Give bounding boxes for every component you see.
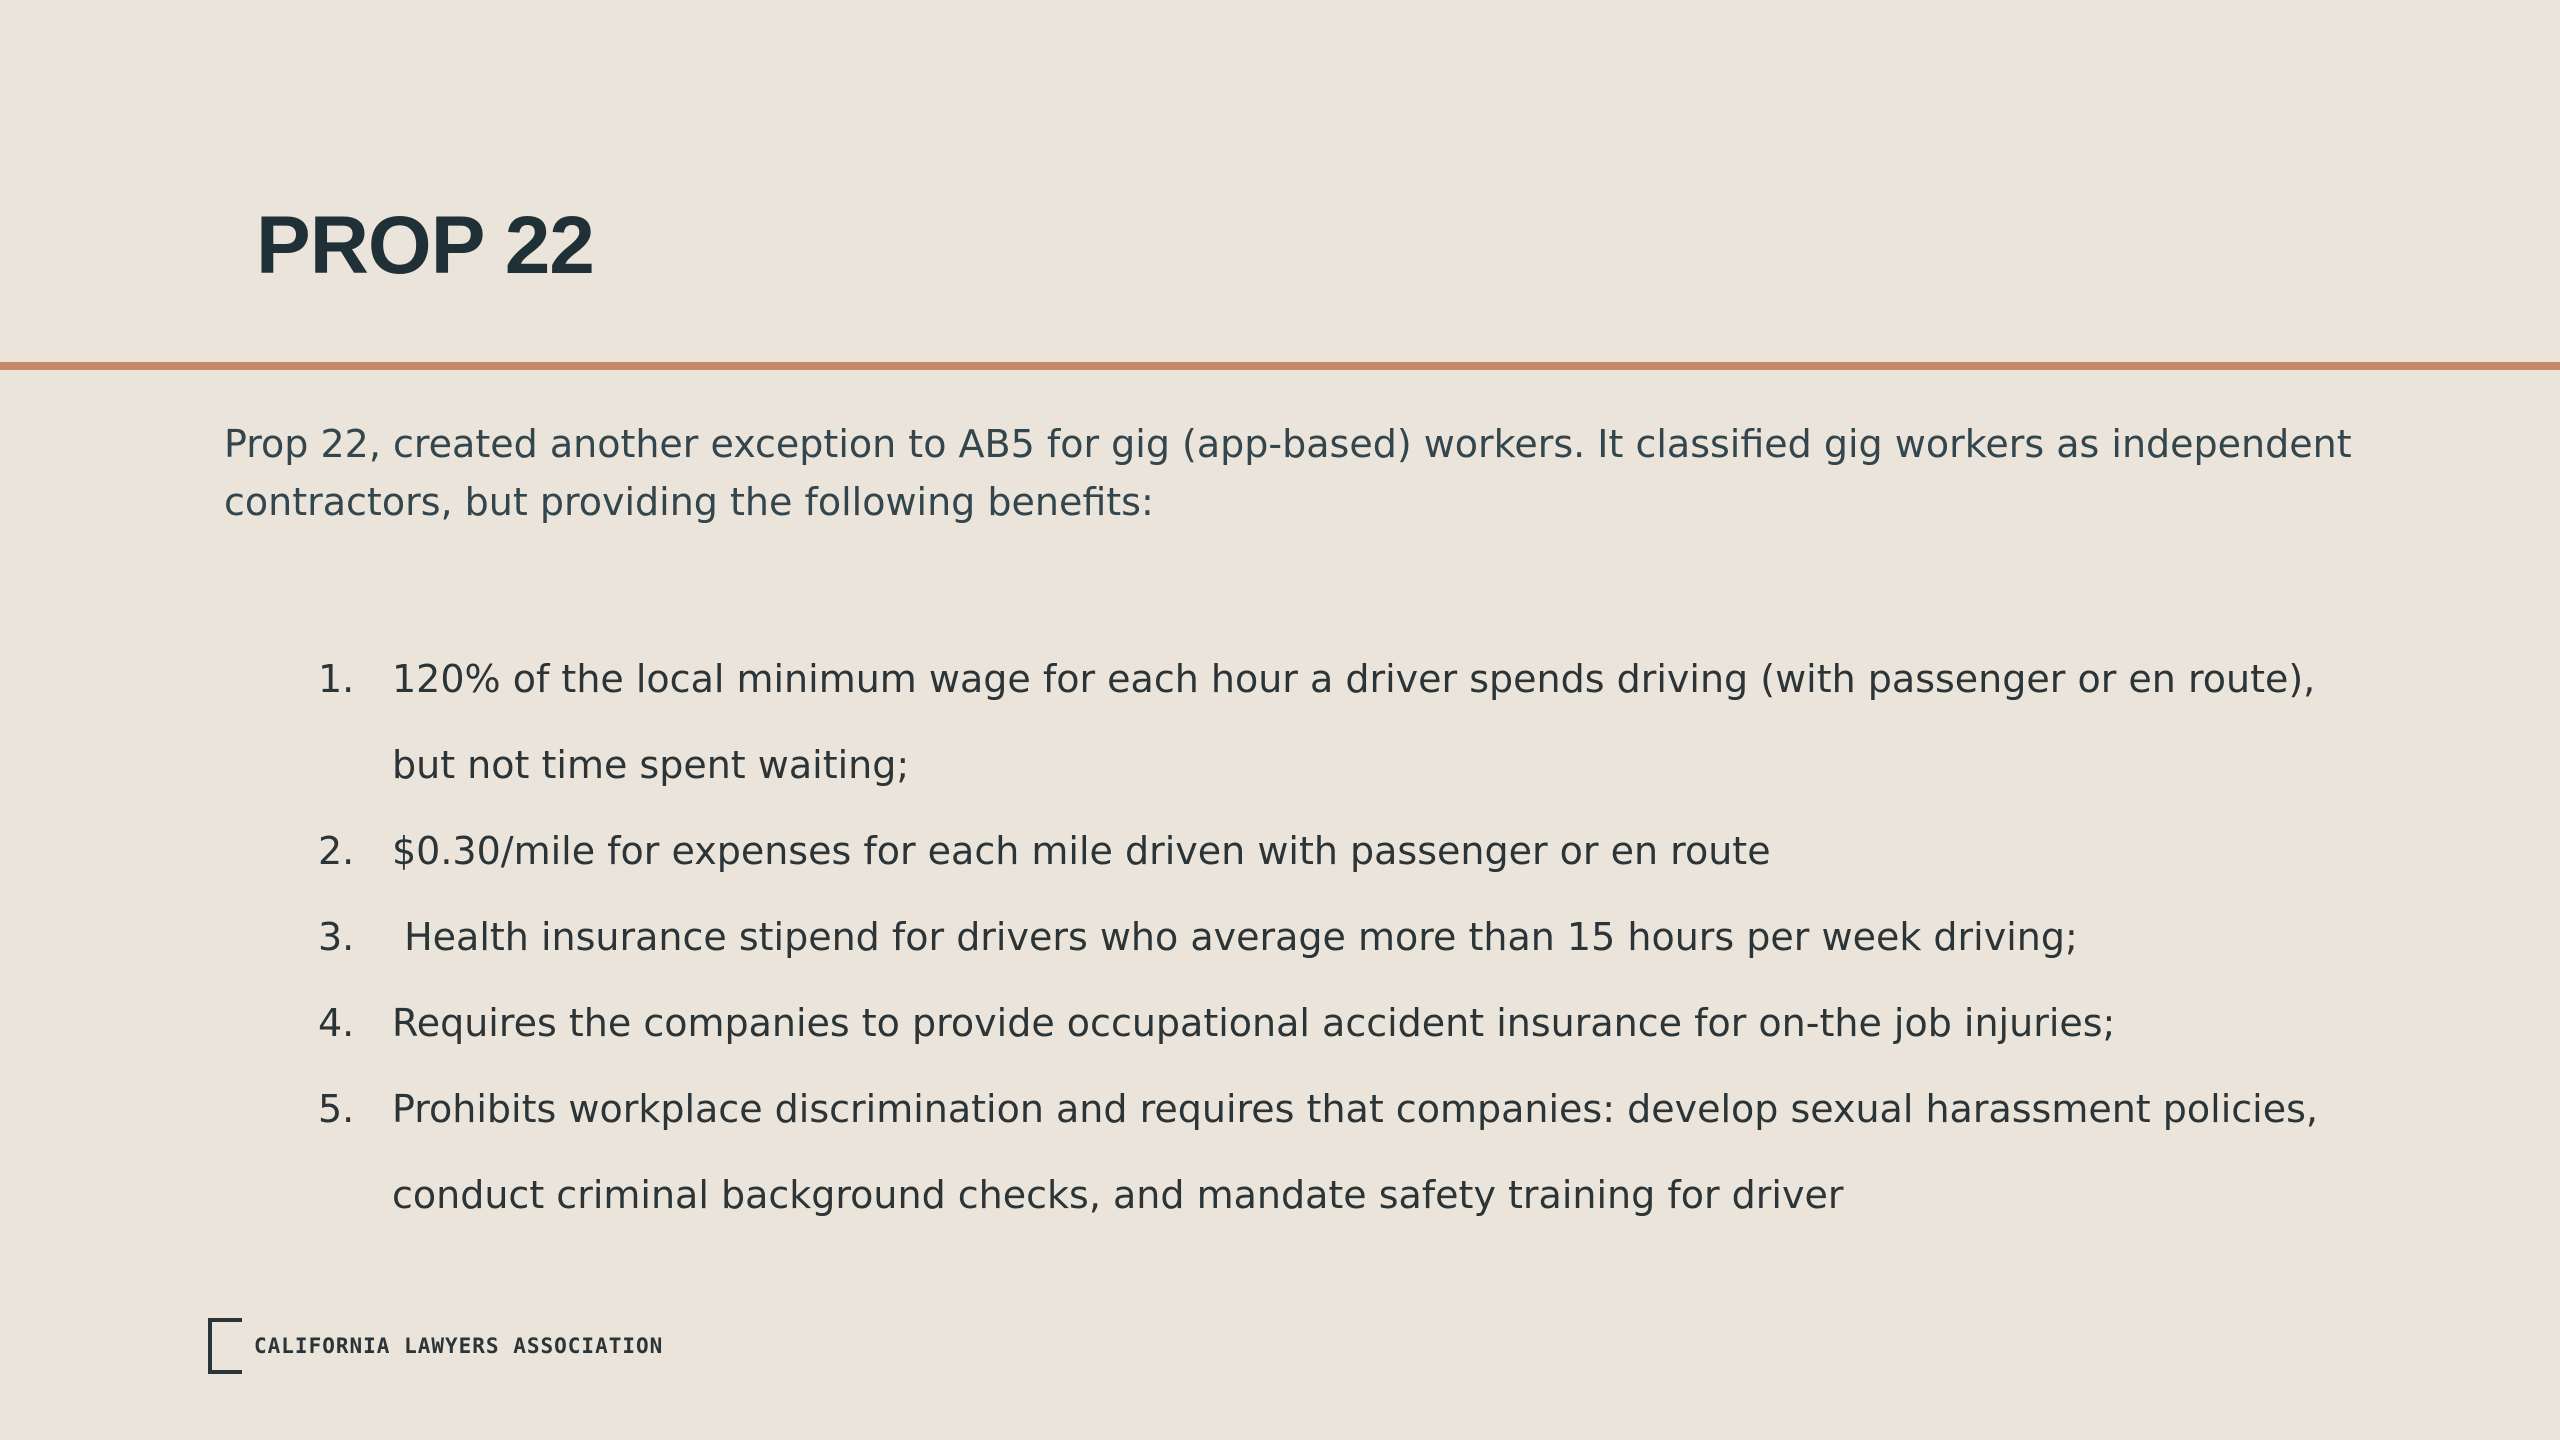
title-divider: [0, 362, 2560, 370]
list-item-text: 120% of the local minimum wage for each hour a driver spends driving (with passenger or en route), but not time spent waiting;: [392, 657, 2328, 787]
list-item-number: 4.: [318, 1001, 355, 1045]
list-item-number: 1.: [318, 657, 355, 701]
intro-paragraph: Prop 22, created another exception to AB5 for gig (app-based) workers. It classified gig workers as independent contractors, but providing the following benefits:: [224, 422, 2352, 524]
slide-title: PROP 22: [256, 200, 594, 291]
list-item-text: $0.30/mile for expenses for each mile driven with passenger or en route: [392, 829, 1771, 873]
list-item: [318, 980, 2318, 1066]
logo-bracket-icon: [208, 1318, 242, 1374]
footer-logo: [208, 1316, 663, 1376]
list-item: [318, 894, 2318, 980]
list-item-text: Prohibits workplace discrimination and requires that companies: develop sexual harassment policies, conduct criminal background checks, and mandate safety training for driver: [392, 1087, 2331, 1217]
list-item-number: 2.: [318, 829, 355, 873]
list-item-number: 3.: [318, 915, 355, 959]
list-item: [318, 1066, 2331, 1238]
list-item-text: Health insurance stipend for drivers who average more than 15 hours per week driving;: [392, 915, 2078, 959]
benefits-list: [318, 636, 2331, 1238]
list-item: [318, 636, 2328, 808]
logo-text: CALIFORNIA LAWYERS ASSOCIATION: [254, 1334, 664, 1358]
list-item-text: Requires the companies to provide occupational accident insurance for on-the job injuries;: [392, 1001, 2116, 1045]
list-item: [318, 808, 2318, 894]
list-item-number: 5.: [318, 1087, 355, 1131]
